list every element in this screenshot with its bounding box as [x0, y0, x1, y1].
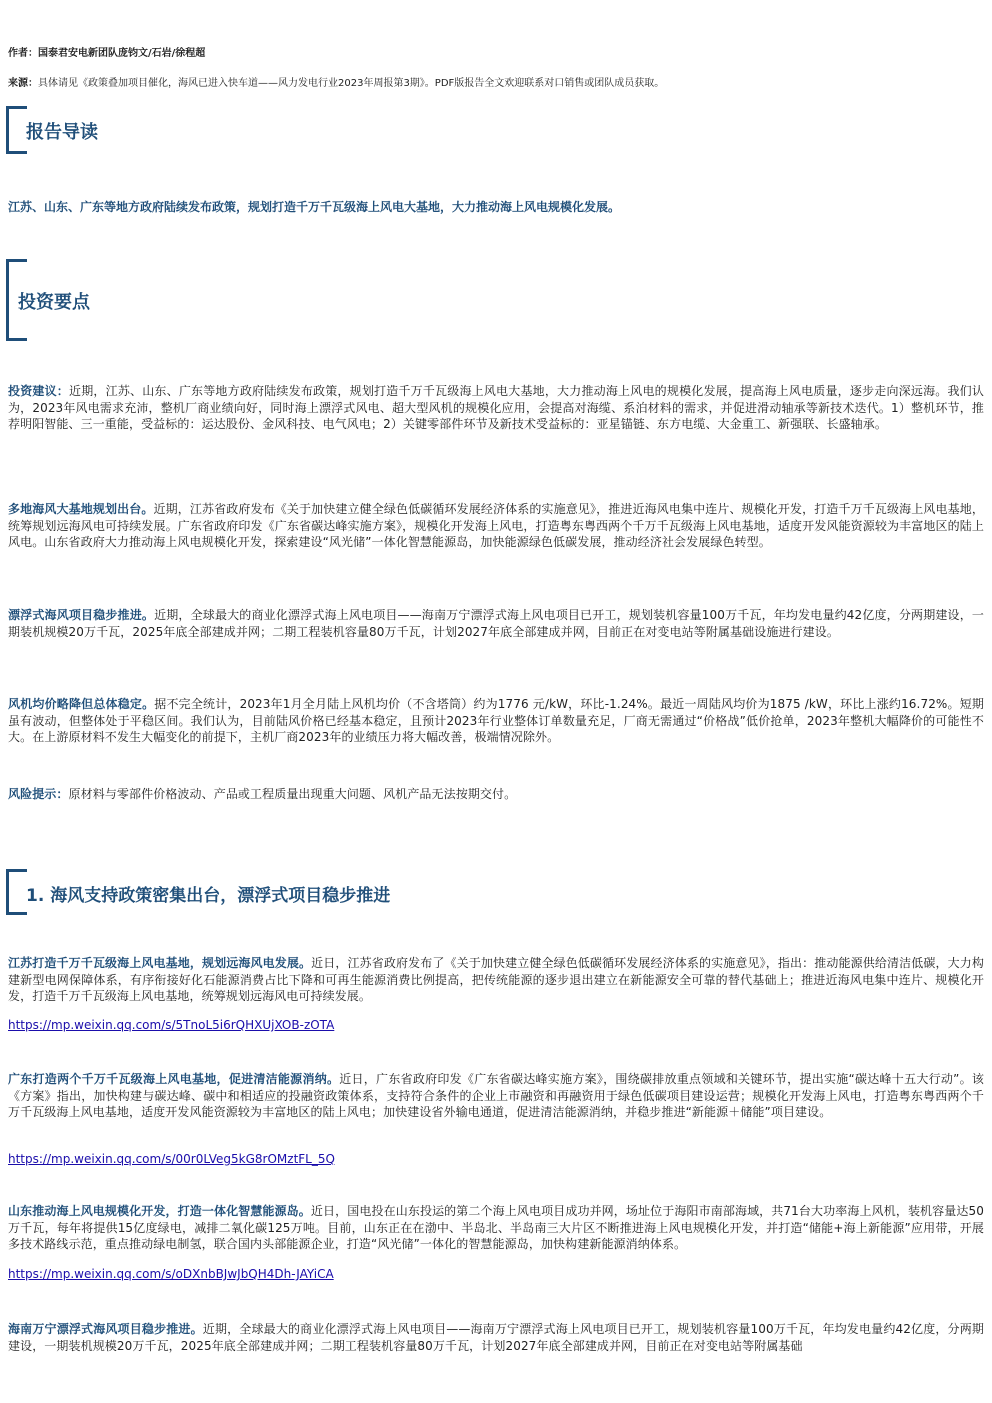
section-label: 山东推动海上风电规模化开发，打造一体化智慧能源岛。 — [8, 1204, 311, 1218]
section-label: 江苏打造千万千瓦级海上风电基地，规划远海风电发展。 — [8, 956, 312, 970]
point-label: 风机均价略降但总体稳定。 — [8, 697, 155, 711]
point-label: 投资建议： — [8, 384, 70, 398]
point-paragraph-4 — [8, 696, 984, 746]
article-link-2[interactable]: https://mp.weixin.qq.com/s/00r0LVeg5kG8rOMztFL_5Q — [8, 1152, 335, 1166]
point-text: 近期，江苏省政府发布《关于加快建立健全绿色低碳循环发展经济体系的实施意见》，推进近海风电集中连片、规模化开发，打造千万千瓦级海上风电基地，统筹规划远海风电可持续发展。广东省政府印发《广东省碳达峰实施方案》，规模化开发海上风电，打造粤东粤西两个千万千瓦级海上风电基地，适度开发风能资源较为丰富地区的陆上风电。山东省政府大力推动海上风电规模化开发，探索建设“风光储”一体化智慧能源岛，加快能源绿色低碳发展，推动经济社会发展绿色转型。 — [8, 502, 985, 549]
point-text: 近期，全球最大的商业化漂浮式海上风电项目——海南万宁漂浮式海上风电项目已开工，规划装机容量100万千瓦，年均发电量约42亿度，分两期建设，一期装机规模20万千瓦，2025年底全部建成并网；二期工程装机容量80万千瓦，计划2027年底全部建成并网，目前正在对变电站等附属基础设施进行建设。 — [8, 608, 984, 639]
author-line — [8, 47, 984, 61]
point-paragraph-5 — [8, 786, 984, 803]
source-line — [8, 77, 984, 91]
point-paragraph-1 — [8, 383, 984, 433]
guide-lead: 江苏、山东、广东等地方政府陆续发布政策，规划打造千万千瓦级海上风电大基地，大力推动海上风电规模化发展。 — [8, 200, 621, 214]
point-paragraph-3 — [8, 607, 984, 640]
source-label: 来源： — [8, 78, 38, 89]
section-paragraph-1 — [8, 955, 984, 1005]
article-link-3[interactable]: https://mp.weixin.qq.com/s/oDXnbBJwJbQH4Dh-JAYiCA — [8, 1267, 334, 1281]
guide-heading: 报告导读 — [26, 122, 98, 143]
point-label: 风险提示： — [8, 787, 69, 801]
author-value: 国泰君安电新团队庞钧文/石岩/徐程超 — [38, 48, 206, 59]
section-text: 近日，江苏省政府发布了《关于加快建立健全绿色低碳循环发展经济体系的实施意见》，指出：推动能源供给清洁低碳，大力构建新型电网保障体系，有序衔接好化石能源消费占比下降和可再生能源消费比例提高，把传统能源的逐步退出建立在新能源安全可靠的替代基础上；推进近海风电集中连片、规模化开发，打造千万千瓦级海上风电基地，统筹规划远海风电可持续发展。 — [8, 956, 984, 1003]
point-text: 近期，江苏、山东、广东等地方政府陆续发布政策，规划打造千万千瓦级海上风电大基地，大力推动海上风电的规模化发展，提高海上风电质量，逐步走向深远海。我们认为，2023年风电需求充沛，整机厂商业绩向好，同时海上漂浮式风电、超大型风机的规模化应用，会提高对海缆、系泊材料的需求，并促进滑动轴承等新技术迭代。1）整机环节，推荐明阳智能、三一重能，受益标的：运达股份、金风科技、电气风电；2）关键零部件环节及新技术受益标的：亚星锚链、东方电缆、大金重工、新强联、长盛轴承。 — [8, 384, 984, 431]
article-link-1[interactable]: https://mp.weixin.qq.com/s/5TnoL5i6rQHXUjXOB-zOTA — [8, 1018, 335, 1032]
section-label: 海南万宁漂浮式海风项目稳步推进。 — [8, 1322, 203, 1336]
section-paragraph-4 — [8, 1321, 984, 1355]
section-text: 近日，广东省政府印发《广东省碳达峰实施方案》，围绕碳排放重点领域和关键环节，提出实施“碳达峰十五大行动”。该《方案》指出，加快构建与碳达峰、碳中和相适应的投融资政策体系，支持符合条件的企业上市融资和再融资用于绿色低碳项目建设运营；规模化开发海上风电，打造粤东粤西两个千万千瓦级海上风电基地，适度开发风能资源较为丰富地区的陆上风电；加快建设省外输电通道，促进清洁能源消纳，并稳步推进“新能源＋储能”项目建设。 — [8, 1072, 985, 1119]
section-label: 广东打造两个千万千瓦级海上风电基地，促进清洁能源消纳。 — [8, 1072, 340, 1086]
section-paragraph-2 — [8, 1071, 984, 1121]
point-label: 漂浮式海风项目稳步推进。 — [8, 608, 155, 622]
heading-bracket-icon — [6, 869, 27, 915]
section1-heading: 1. 海风支持政策密集出台，漂浮式项目稳步推进 — [26, 886, 391, 906]
section-text: 近日，国电投在山东投运的第二个海上风电项目成功并网，场址位于海阳市南部海域，共71台大功率海上风机，装机容量达50万千瓦，每年将提供15亿度绿电，减排二氧化碳125万吨。目前，山东正在在渤中、半岛北、半岛南三大片区不断推进海上风电规模化开发，并打造“储能+海上新能源”应用带，开展多技术路线示范，重点推动绿电制氢，联合国内头部能源企业，打造“风光储”一体化的智慧能源岛，加快构建新能源消纳体系。 — [8, 1204, 984, 1251]
heading-bracket-icon — [6, 106, 27, 154]
author-label: 作者： — [8, 48, 38, 59]
point-text: 原材料与零部件价格波动、产品或工程质量出现重大问题、风机产品无法按期交付。 — [68, 787, 517, 801]
point-paragraph-2 — [8, 501, 984, 551]
section-paragraph-3 — [8, 1203, 984, 1253]
points-heading: 投资要点 — [18, 292, 90, 313]
point-label: 多地海风大基地规划出台。 — [8, 502, 154, 516]
point-text: 据不完全统计，2023年1月全月陆上风机均价（不含塔筒）约为1776 元/kW，环比-1.24%。最近一周陆风均价为1875 /kW，环比上涨约16.72%。短期虽有波动，但整体处于平稳区间。我们认为，目前陆风价格已经基本稳定，且预计2023年行业整体订单数量充足，厂商无需通过“价格战”低价抢单，2023年整机大幅降价的可能性不大。在上游原材料不发生大幅变化的前提下，主机厂商2023年的业绩压力将大幅改善，极端情况除外。 — [8, 697, 984, 744]
section-text: 近期，全球最大的商业化漂浮式海上风电项目——海南万宁漂浮式海上风电项目已开工，规划装机容量100万千瓦，年均发电量约42亿度，分两期建设，一期装机规模20万千瓦，2025年底全部建成并网；二期工程装机容量80万千瓦，计划2027年底全部建成并网，目前正在对变电站等附属基础 — [8, 1322, 984, 1353]
source-value: 具体请见《政策叠加项目催化，海风已进入快车道——风力发电行业2023年周报第3期》。PDF版报告全文欢迎联系对口销售或团队成员获取。 — [38, 78, 665, 89]
